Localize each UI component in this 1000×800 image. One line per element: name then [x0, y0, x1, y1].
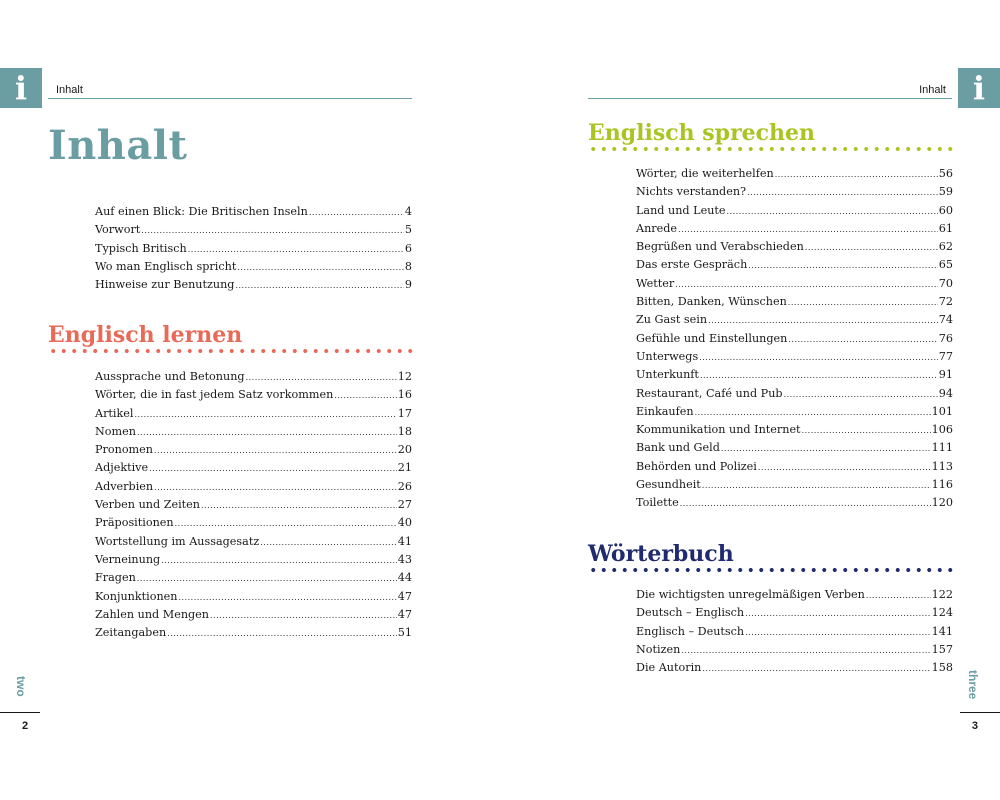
toc-entry-page: 116: [931, 478, 953, 492]
toc-entry-leader: [802, 421, 931, 440]
toc-entry-title: Typisch Britisch: [95, 241, 187, 255]
toc-entry-leader: [161, 551, 397, 570]
header-rule: [588, 98, 952, 99]
toc-entry-page: 77: [938, 349, 953, 363]
toc-entry-title: Adjektive: [95, 461, 149, 475]
toc-entry-title: Präpositionen: [95, 516, 174, 530]
toc-entry[interactable]: [95, 533, 412, 551]
toc-entry-title: Anrede: [636, 221, 678, 235]
toc-entry-leader: [747, 183, 938, 202]
toc-entry[interactable]: [636, 220, 953, 238]
toc-entry-leader: [179, 588, 397, 607]
side-tab-label: three: [966, 670, 980, 700]
toc-entry-leader: [805, 238, 938, 257]
toc-entry[interactable]: [636, 604, 953, 622]
toc-entry[interactable]: [95, 606, 412, 624]
toc-entry-leader: [246, 368, 397, 387]
page-title: Inhalt: [48, 122, 188, 169]
toc-entry-title: Aussprache und Betonung: [95, 370, 245, 383]
toc-englisch-lernen-list: [95, 368, 412, 642]
toc-entry-page: 26: [397, 479, 412, 493]
right-page: [500, 0, 1000, 800]
toc-entry[interactable]: [95, 258, 412, 276]
toc-entry-page: 91: [938, 368, 953, 382]
toc-entry-page: 76: [938, 331, 953, 345]
toc-entry[interactable]: [636, 183, 953, 201]
side-tab: [14, 670, 34, 712]
toc-entry-leader: [745, 623, 931, 642]
toc-entry-leader: [784, 385, 938, 404]
toc-entry-page: 44: [397, 571, 412, 585]
toc-entry-title: Einkaufen: [636, 404, 694, 418]
toc-entry-title: Adverbien: [95, 479, 154, 493]
toc-entry-page: 124: [931, 606, 953, 620]
toc-entry-page: 21: [397, 461, 412, 475]
toc-intro-list: [95, 203, 412, 294]
page-number: 3: [971, 720, 978, 732]
toc-entry-leader: [175, 514, 397, 533]
section-title-englisch-sprechen: Englisch sprechen: [588, 120, 816, 146]
toc-entry-title: Nomen: [95, 424, 136, 438]
toc-entry-leader: [237, 258, 404, 277]
toc-entry-leader: [788, 330, 937, 349]
side-tab: [966, 670, 986, 712]
toc-entry-title: Notizen: [636, 642, 681, 656]
toc-entry-page: 158: [931, 661, 953, 675]
toc-entry[interactable]: [636, 348, 953, 366]
toc-entry-page: 16: [397, 388, 412, 402]
toc-entry-title: Hinweise zur Benutzung: [95, 278, 235, 292]
toc-entry-page: 65: [938, 258, 953, 272]
toc-entry[interactable]: [636, 623, 953, 641]
toc-entry-leader: [708, 311, 938, 330]
toc-entry[interactable]: [95, 405, 412, 423]
toc-entry-title: Das erste Gespräch: [636, 258, 748, 272]
toc-entry-title: Unterkunft: [636, 368, 699, 382]
section-title-woerterbuch: Wörterbuch: [588, 541, 734, 567]
toc-entry-title: Bitten, Danken, Wünschen: [636, 295, 787, 309]
toc-entry[interactable]: [95, 514, 412, 532]
toc-entry[interactable]: [636, 458, 953, 476]
toc-entry-title: Unterwegs: [636, 349, 699, 363]
toc-entry-title: Vorwort: [95, 223, 141, 237]
toc-entry-leader: [675, 275, 938, 294]
toc-entry-title: Verben und Zeiten: [95, 498, 200, 512]
toc-entry[interactable]: [636, 439, 953, 457]
toc-entry[interactable]: [636, 494, 953, 512]
toc-entry-leader: [141, 221, 404, 240]
toc-entry-title: Deutsch – Englisch: [636, 606, 745, 620]
toc-entry-page: 101: [931, 404, 953, 418]
toc-entry-page: 62: [938, 240, 953, 254]
toc-entry-title: Behörden und Polizei: [636, 459, 757, 473]
toc-entry-title: Die Autorin: [636, 661, 702, 675]
toc-entry[interactable]: [636, 293, 953, 311]
toc-entry-leader: [137, 423, 397, 442]
toc-entry-title: Gefühle und Einstellungen: [636, 331, 788, 345]
toc-entry-leader: [137, 569, 397, 588]
toc-entry[interactable]: [636, 330, 953, 348]
toc-entry[interactable]: [636, 275, 953, 293]
toc-entry[interactable]: [95, 588, 412, 606]
toc-entry-page: 8: [404, 259, 412, 273]
toc-entry-leader: [154, 441, 397, 460]
toc-entry-leader: [699, 348, 938, 367]
toc-entry-page: 4: [404, 205, 412, 218]
running-header: Inhalt: [919, 84, 946, 96]
toc-entry[interactable]: [95, 203, 412, 221]
running-header: Inhalt: [56, 84, 83, 96]
toc-entry-title: Begrüßen und Verabschieden: [636, 240, 804, 254]
toc-entry-leader: [748, 256, 937, 275]
toc-entry-leader: [721, 439, 931, 458]
toc-entry-leader: [134, 405, 396, 424]
toc-entry[interactable]: [95, 624, 412, 642]
toc-entry-page: 9: [404, 278, 412, 292]
toc-entry-title: Toilette: [636, 496, 679, 510]
section-dots: [48, 348, 414, 354]
toc-entry-title: Wortstellung im Aussagesatz: [95, 534, 260, 548]
toc-entry-leader: [201, 496, 397, 515]
info-icon: i: [0, 68, 42, 108]
toc-entry[interactable]: [636, 659, 953, 677]
toc-entry-leader: [702, 659, 930, 678]
toc-entry-title: Die wichtigsten unregelmäßigen Verben: [636, 588, 865, 601]
footer-rule: [0, 712, 40, 713]
toc-entry-page: 18: [397, 424, 412, 438]
toc-entry[interactable]: [95, 441, 412, 459]
toc-entry-page: 6: [404, 241, 412, 255]
toc-entry-leader: [210, 606, 397, 625]
toc-entry[interactable]: [95, 240, 412, 258]
toc-entry[interactable]: [636, 165, 953, 183]
toc-entry-page: 5: [404, 223, 412, 237]
toc-entry-page: 157: [931, 642, 953, 656]
toc-entry-page: 72: [938, 295, 953, 309]
toc-entry-title: Wo man Englisch spricht: [95, 259, 237, 273]
toc-entry-title: Konjunktionen: [95, 589, 178, 603]
toc-entry-page: 70: [938, 276, 953, 290]
footer-rule: [960, 712, 1000, 713]
toc-entry-page: 59: [938, 185, 953, 199]
side-tab-label: two: [14, 676, 28, 697]
toc-entry-leader: [681, 641, 930, 660]
toc-entry-page: 113: [931, 459, 953, 473]
page-number: 2: [22, 720, 29, 732]
toc-entry-title: Bank und Geld: [636, 441, 720, 455]
toc-englisch-sprechen-list: [636, 165, 953, 513]
toc-entry-page: 41: [397, 534, 412, 548]
toc-entry-leader: [188, 240, 404, 259]
toc-entry[interactable]: [95, 459, 412, 477]
toc-entry-leader: [260, 533, 397, 552]
toc-entry[interactable]: [95, 221, 412, 239]
toc-entry-page: 12: [397, 370, 412, 383]
toc-entry[interactable]: [95, 478, 412, 496]
toc-entry-leader: [866, 586, 931, 605]
toc-entry-page: 47: [397, 607, 412, 621]
toc-entry-page: 60: [938, 203, 953, 217]
toc-entry-title: Artikel: [95, 406, 134, 420]
toc-entry[interactable]: [636, 311, 953, 329]
toc-entry-page: 106: [931, 423, 953, 437]
toc-entry-page: 74: [938, 313, 953, 327]
toc-entry[interactable]: [636, 202, 953, 220]
toc-entry[interactable]: [636, 641, 953, 659]
toc-entry-leader: [695, 403, 931, 422]
toc-entry-page: 94: [938, 386, 953, 400]
toc-entry-leader: [758, 458, 931, 477]
toc-entry-leader: [167, 624, 397, 643]
toc-entry-title: Verneinung: [95, 552, 161, 566]
toc-entry-page: 20: [397, 443, 412, 457]
toc-entry-title: Pronomen: [95, 443, 153, 457]
toc-entry-title: Wetter: [636, 276, 675, 290]
toc-entry[interactable]: [95, 551, 412, 569]
toc-entry-title: Kommunikation und Internet: [636, 423, 801, 437]
toc-entry-title: Wörter, die in fast jedem Satz vorkommen: [95, 388, 334, 402]
toc-entry-title: Zeitangaben: [95, 626, 167, 640]
header-rule: [48, 98, 412, 99]
toc-entry-page: 122: [931, 588, 953, 601]
toc-entry-title: Auf einen Blick: Die Britischen Inseln: [95, 205, 308, 218]
toc-entry[interactable]: [636, 256, 953, 274]
toc-entry-leader: [680, 494, 931, 513]
toc-entry[interactable]: [95, 569, 412, 587]
section-dots: [588, 567, 954, 573]
toc-entry[interactable]: [95, 423, 412, 441]
toc-entry[interactable]: [636, 385, 953, 403]
toc-entry-page: 61: [938, 221, 953, 235]
toc-entry-page: 40: [397, 516, 412, 530]
toc-entry-leader: [702, 476, 931, 495]
toc-entry-title: Restaurant, Café und Pub: [636, 386, 783, 400]
toc-entry-leader: [788, 293, 938, 312]
toc-entry-page: 43: [397, 552, 412, 566]
toc-entry-leader: [700, 366, 938, 385]
toc-entry-leader: [745, 604, 931, 623]
toc-entry-leader: [235, 276, 403, 295]
toc-entry-leader: [309, 203, 404, 222]
toc-entry-page: 51: [397, 626, 412, 640]
toc-entry-leader: [775, 165, 938, 184]
toc-entry-title: Fragen: [95, 571, 136, 585]
info-icon: i: [958, 68, 1000, 108]
toc-entry-title: Land und Leute: [636, 203, 726, 217]
toc-entry[interactable]: [95, 276, 412, 294]
toc-entry[interactable]: [636, 366, 953, 384]
toc-entry[interactable]: [95, 368, 412, 386]
toc-woerterbuch-list: [636, 586, 953, 677]
toc-entry-page: 47: [397, 589, 412, 603]
toc-entry-leader: [149, 459, 397, 478]
toc-entry-title: Gesundheit: [636, 478, 701, 492]
toc-entry[interactable]: [636, 421, 953, 439]
toc-entry-page: 17: [397, 406, 412, 420]
toc-entry-leader: [334, 386, 396, 405]
toc-entry-title: Englisch – Deutsch: [636, 624, 745, 638]
toc-entry-leader: [727, 202, 938, 221]
toc-entry-page: 141: [931, 624, 953, 638]
toc-entry-leader: [154, 478, 397, 497]
toc-entry[interactable]: [95, 496, 412, 514]
toc-entry[interactable]: [636, 476, 953, 494]
toc-entry-title: Zahlen und Mengen: [95, 607, 210, 621]
section-dots: [588, 146, 954, 152]
toc-entry-leader: [678, 220, 938, 239]
toc-entry-title: Wörter, die weiterhelfen: [636, 167, 774, 180]
toc-entry[interactable]: [636, 403, 953, 421]
toc-entry-title: Nichts verstanden?: [636, 185, 747, 199]
toc-entry-title: Zu Gast sein: [636, 313, 708, 327]
toc-entry-page: 111: [931, 441, 953, 455]
toc-entry-page: 27: [397, 498, 412, 512]
toc-entry[interactable]: [636, 238, 953, 256]
section-title-englisch-lernen: Englisch lernen: [48, 322, 243, 348]
toc-entry[interactable]: [95, 386, 412, 404]
toc-entry-page: 56: [938, 167, 953, 180]
toc-entry-page: 120: [931, 496, 953, 510]
toc-entry[interactable]: [636, 586, 953, 604]
